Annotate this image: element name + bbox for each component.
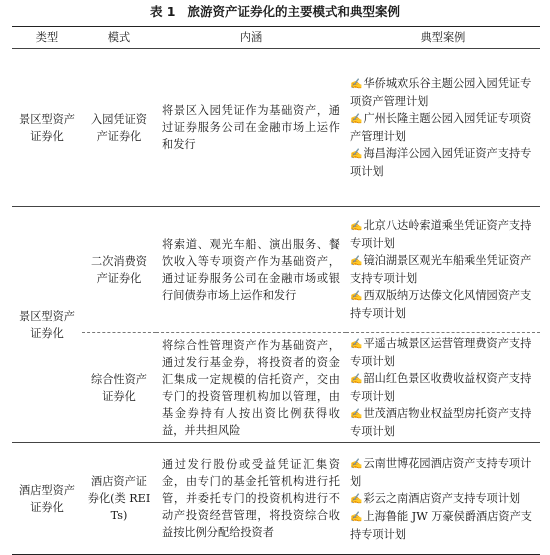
pen-nib-icon: ✍ <box>350 458 363 470</box>
type-cell: 景区型资产证券化 <box>19 112 75 143</box>
pen-nib-icon: ✍ <box>350 511 363 523</box>
case-item: ✍平遥古城景区运营管理费资产支持专项计划 <box>350 337 532 368</box>
header-type: 类型 <box>35 31 59 44</box>
type-cell: 酒店型资产证券化 <box>19 483 75 514</box>
desc-cell: 将景区入园凭证作为基础资产，通过证券服务公司在金融市场上运作和发行 <box>162 104 340 151</box>
case-item: ✍韶山红色景区收费收益权资产支持专项计划 <box>350 372 532 403</box>
case-item: ✍世茂酒店物业权益型房托资产支持专项计划 <box>350 407 532 438</box>
desc-cell: 将索道、观光车船、演出服务、餐饮收入等专项资产作为基础资产，通过证券服务公司在金融市场或银行间债券市场上运作和发行 <box>156 207 346 333</box>
models-table <box>12 26 540 555</box>
pen-nib-icon: ✍ <box>350 374 363 385</box>
pen-nib-icon: ✍ <box>350 221 363 232</box>
case-item: ✍西双版纳万达傣文化风情园资产支持专项计划 <box>350 289 532 320</box>
case-item: ✍北京八达岭索道乘坐凭证资产支持专项计划 <box>350 219 532 250</box>
case-item: ✍海昌海洋公园入园凭证资产支持专项计划 <box>350 147 532 178</box>
table-header-row <box>12 27 540 49</box>
pen-nib-icon: ✍ <box>350 339 363 350</box>
header-cases: 典型案例 <box>420 31 466 44</box>
header-desc: 内涵 <box>239 31 263 44</box>
mode-cell: 酒店资产证券化(类 REITs) <box>87 475 151 522</box>
case-item: ✍华侨城欢乐谷主题公园入园凭证专项资产管理计划 <box>350 77 532 108</box>
case-item: ✍云南世博花园酒店资产支持专项计划 <box>350 456 532 488</box>
pen-nib-icon: ✍ <box>350 114 363 125</box>
cases-cell <box>346 207 540 333</box>
pen-nib-icon: ✍ <box>350 291 363 302</box>
pen-nib-icon: ✍ <box>350 409 363 420</box>
table-number: 表 1 <box>149 4 176 19</box>
type-cell: 景区型资产证券化 <box>12 207 82 443</box>
desc-cell: 通过发行股份或受益凭证汇集资金，由专门的基金托管机构进行托管，并委托专门的投资机构进行不动产投资经营管理，将投资综合收益按比例分配给投资者 <box>162 458 340 539</box>
table-row <box>12 333 540 443</box>
header-mode: 模式 <box>107 31 131 44</box>
table-row <box>12 443 540 555</box>
table-row <box>12 207 540 333</box>
pen-nib-icon: ✍ <box>350 149 363 160</box>
case-item: ✍广州长隆主题公园入园凭证专项资产管理计划 <box>350 112 532 143</box>
case-item: ✍镜泊湖景区观光车船乘坐凭证资产支持专项计划 <box>350 254 532 285</box>
mode-cell: 二次消费资产证券化 <box>82 207 156 333</box>
cases-cell <box>346 49 540 207</box>
cases-cell <box>346 443 540 555</box>
case-item: ✍彩云之南酒店资产支持专项计划 <box>350 491 521 505</box>
cases-cell <box>346 333 540 443</box>
desc-cell: 将综合性管理资产作为基础资产，通过发行基金券，将投资者的资金汇集成一定规模的信托资产，交由专门的投资管理机构加以管理，由基金券持有人按出资比例获得收益，并共担风险 <box>162 338 340 437</box>
pen-nib-icon: ✍ <box>350 256 363 267</box>
pen-nib-icon: ✍ <box>350 493 363 505</box>
pen-nib-icon: ✍ <box>350 79 363 90</box>
mode-cell: 入园凭证资产证券化 <box>91 112 147 143</box>
table-caption <box>0 0 550 24</box>
table-title: 旅游资产证券化的主要模式和典型案例 <box>187 4 401 19</box>
case-item: ✍上海鲁能 JW 万豪侯爵酒店资产支持专项计划 <box>350 509 532 541</box>
table-row <box>12 49 540 207</box>
mode-cell: 综合性资产证券化 <box>91 372 147 403</box>
